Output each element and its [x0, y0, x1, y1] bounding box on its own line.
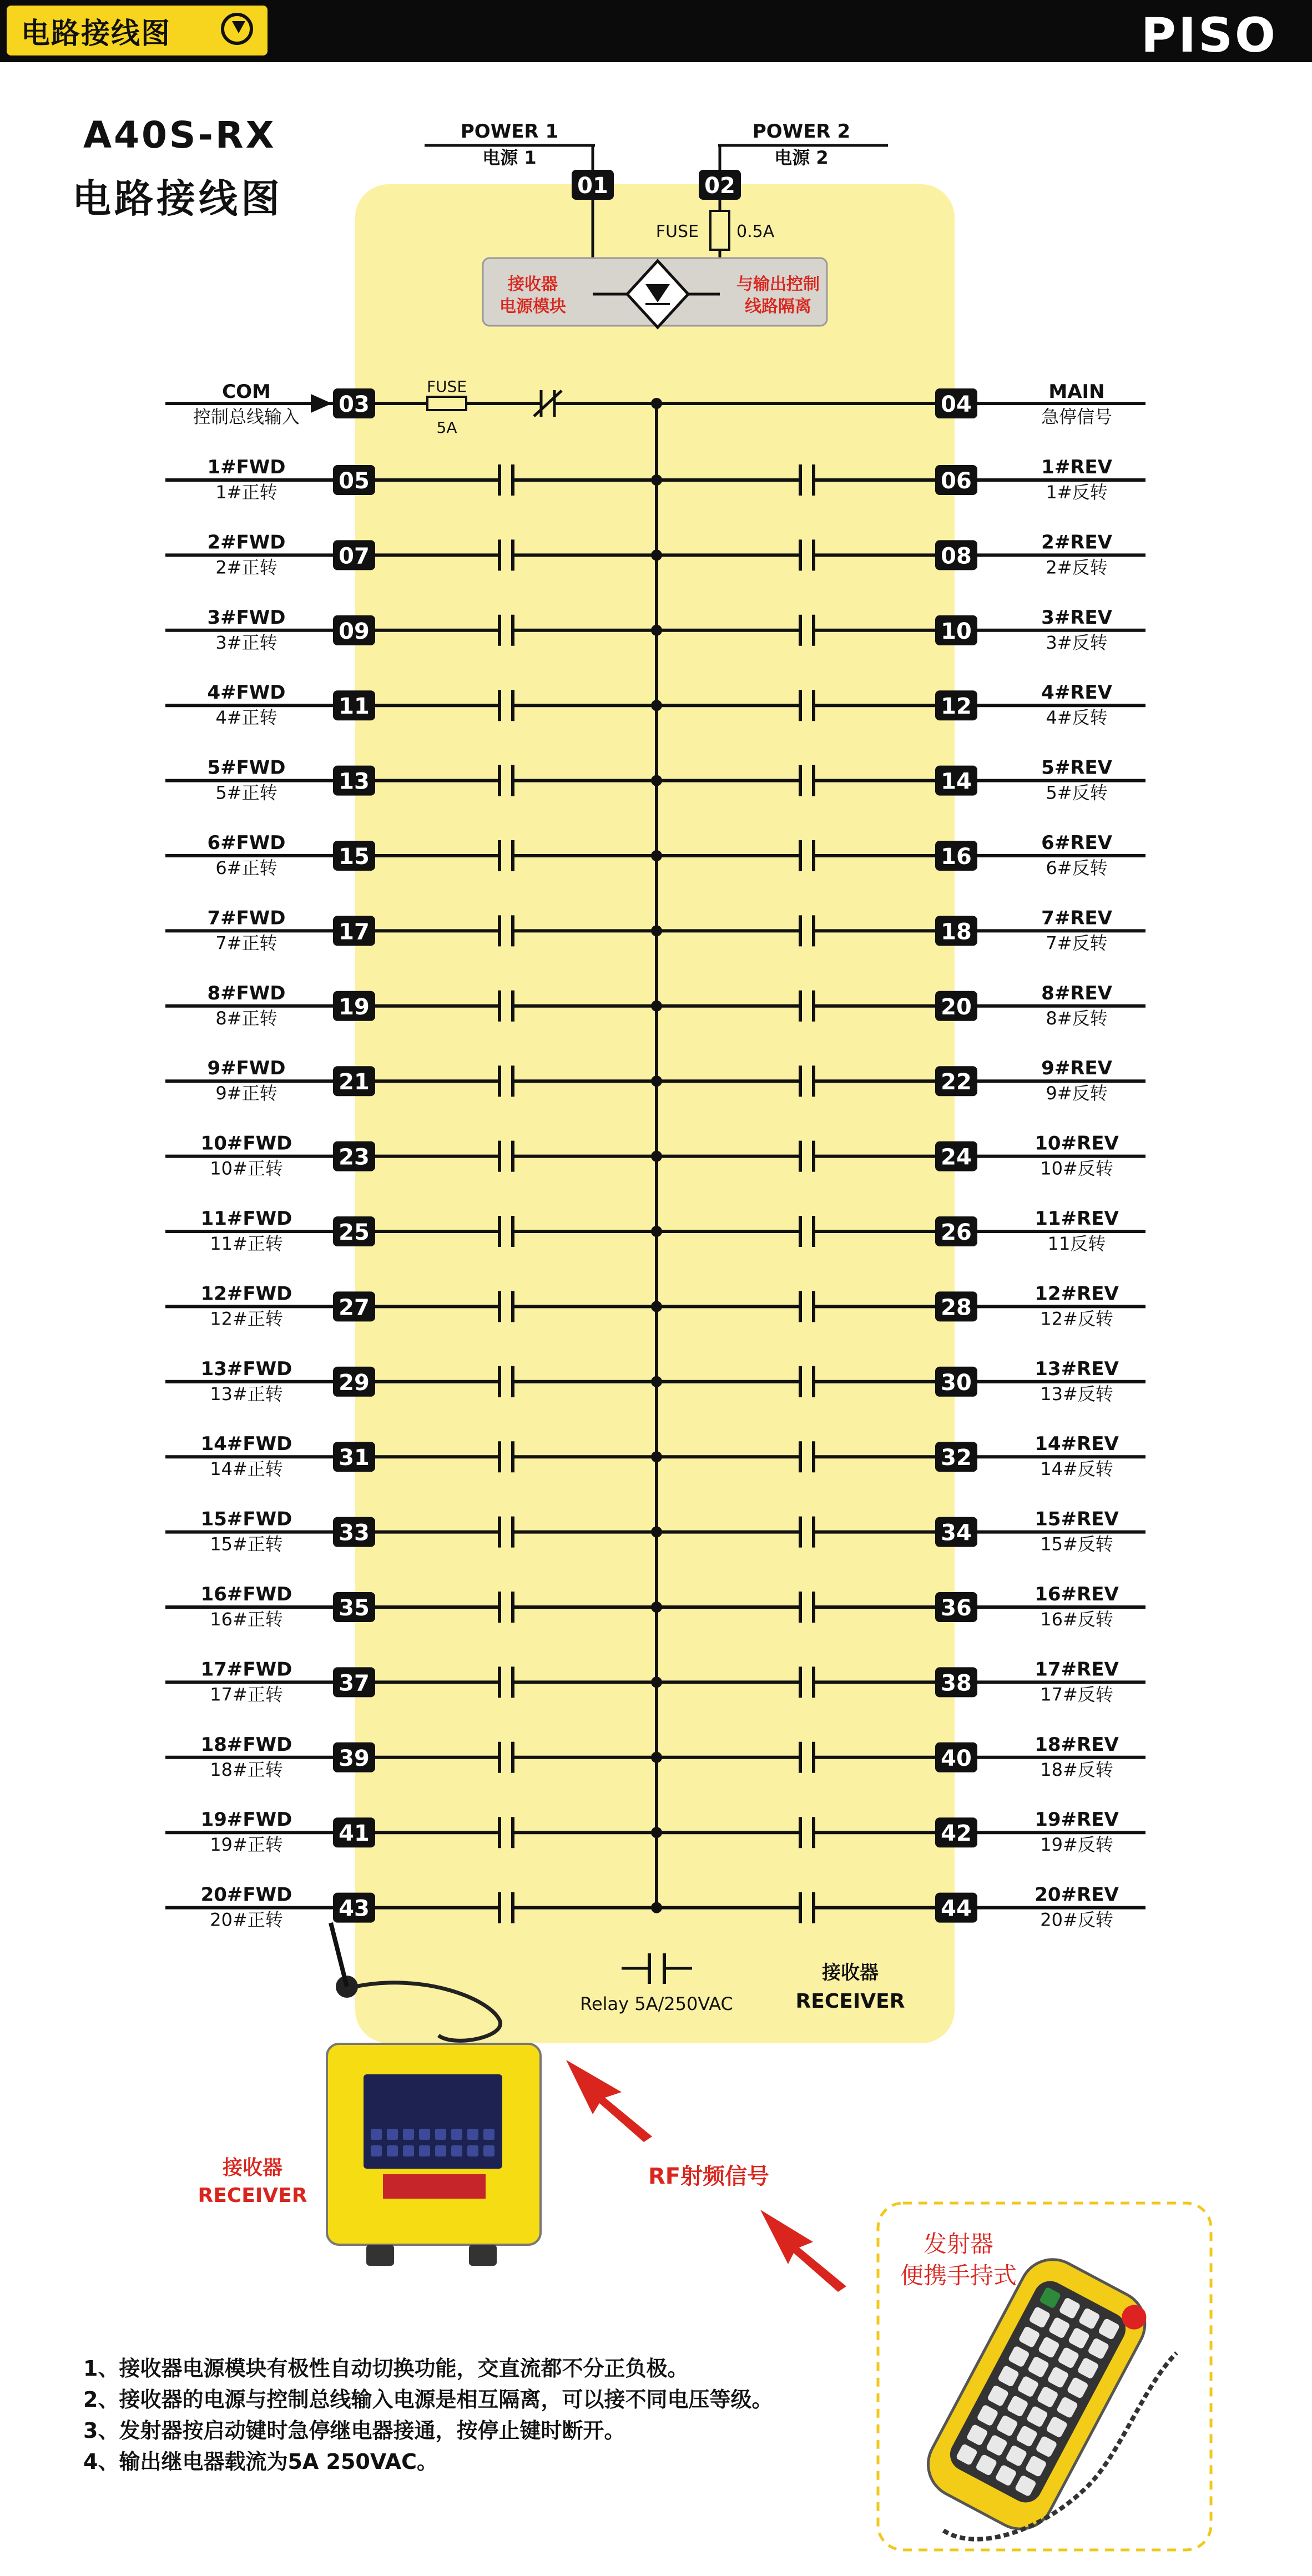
- rev-label-en-4: 4#REV: [1041, 681, 1112, 704]
- terminal-10: 10: [941, 618, 972, 644]
- fwd-label-cn-20: 20#正转: [210, 1909, 283, 1931]
- rev-label-cn-9: 9#反转: [1046, 1083, 1108, 1104]
- bus-node-20: [651, 1902, 662, 1913]
- com-arrow-icon: [311, 394, 332, 413]
- fwd-label-cn-18: 18#正转: [210, 1759, 283, 1780]
- module-text-right-1: 与输出控制: [736, 275, 820, 294]
- fuse-0.5a-rating: 0.5A: [736, 222, 775, 241]
- bus-node-1: [651, 474, 662, 486]
- fwd-label-en-5: 5#FWD: [207, 756, 286, 779]
- fwd-label-cn-13: 13#正转: [210, 1383, 283, 1405]
- fuse-5a-symbol: [427, 397, 466, 410]
- fwd-label-en-4: 4#FWD: [207, 681, 286, 704]
- rev-label-cn-14: 14#反转: [1040, 1458, 1113, 1480]
- fwd-label-cn-17: 17#正转: [210, 1684, 283, 1705]
- fwd-label-cn-10: 10#正转: [210, 1158, 283, 1179]
- bus-node-15: [651, 1527, 662, 1538]
- main-label-en: MAIN: [1048, 381, 1105, 403]
- bus-node-12: [651, 1301, 662, 1312]
- terminal-34: 34: [941, 1520, 972, 1546]
- receiver-panel-led: [419, 2145, 430, 2156]
- terminal-19: 19: [339, 994, 370, 1020]
- rev-label-cn-13: 13#反转: [1040, 1383, 1113, 1405]
- rev-label-en-10: 10#REV: [1035, 1132, 1119, 1155]
- rev-label-cn-10: 10#反转: [1040, 1158, 1113, 1179]
- terminal-01: 01: [577, 173, 608, 199]
- receiver-panel-led: [451, 2145, 462, 2156]
- fwd-label-en-16: 16#FWD: [200, 1583, 292, 1605]
- brand-logo: PISO: [1141, 8, 1278, 63]
- fwd-label-en-3: 3#FWD: [207, 606, 286, 629]
- rev-label-cn-5: 5#反转: [1046, 782, 1108, 804]
- receiver-panel-led: [387, 2129, 398, 2140]
- receiver-panel-led: [387, 2145, 398, 2156]
- terminal-15: 15: [339, 844, 370, 870]
- note-3: 3、发射器按启动键时急停继电器接通，按停止键时断开。: [83, 2418, 625, 2443]
- terminal-42: 42: [941, 1821, 972, 1847]
- bus-node-19: [651, 1827, 662, 1838]
- fwd-label-cn-15: 15#正转: [210, 1533, 283, 1555]
- receiver-device-sticker: [383, 2174, 486, 2199]
- note-1: 1、接收器电源模块有极性自动切换功能，交直流都不分正负极。: [83, 2356, 689, 2381]
- rev-label-en-16: 16#REV: [1035, 1583, 1119, 1605]
- rev-label-cn-1: 1#反转: [1046, 482, 1108, 503]
- fwd-label-en-10: 10#FWD: [200, 1132, 292, 1155]
- fuse-0.5a-label: FUSE: [655, 222, 699, 241]
- terminal-24: 24: [941, 1144, 972, 1170]
- fwd-label-en-6: 6#FWD: [207, 832, 286, 854]
- terminal-33: 33: [339, 1520, 370, 1546]
- fwd-label-en-11: 11#FWD: [200, 1208, 292, 1230]
- terminal-16: 16: [941, 844, 972, 870]
- terminal-43: 43: [339, 1896, 370, 1922]
- receiver-label-en: RECEIVER: [198, 2184, 307, 2207]
- bus-node-10: [651, 1151, 662, 1162]
- terminal-02: 02: [704, 173, 735, 199]
- terminal-08: 08: [941, 543, 972, 569]
- power1-label-en: POWER 1: [460, 120, 559, 143]
- receiver-panel-led: [403, 2145, 414, 2156]
- fuse-5a-label: FUSE: [426, 377, 467, 396]
- rev-label-en-6: 6#REV: [1041, 832, 1112, 854]
- fwd-label-cn-7: 7#正转: [215, 932, 277, 954]
- terminal-22: 22: [941, 1069, 972, 1095]
- power1-label-cn: 电源 1: [482, 147, 537, 168]
- terminal-36: 36: [941, 1595, 972, 1621]
- bus-node-7: [651, 925, 662, 936]
- receiver-panel-led: [467, 2129, 478, 2140]
- terminal-11: 11: [339, 694, 370, 720]
- bus-node-16: [651, 1602, 662, 1613]
- terminal-44: 44: [941, 1896, 972, 1922]
- fwd-label-en-14: 14#FWD: [200, 1433, 292, 1456]
- rev-label-cn-17: 17#反转: [1040, 1684, 1113, 1705]
- transmitter-label-2: 便携手持式: [900, 2262, 1017, 2289]
- bus-node-9: [651, 1075, 662, 1087]
- bus-node-11: [651, 1226, 662, 1237]
- fwd-label-cn-3: 3#正转: [215, 632, 277, 653]
- model-name: A40S-RX: [83, 114, 276, 156]
- receiver-label-cn: 接收器: [222, 2156, 283, 2179]
- bus-node-3: [651, 625, 662, 636]
- rev-label-cn-6: 6#反转: [1046, 857, 1108, 878]
- bus-node-5: [651, 775, 662, 786]
- terminal-31: 31: [339, 1445, 370, 1471]
- legend-relay-label: Relay 5A/250VAC: [580, 1993, 733, 2014]
- note-4: 4、输出继电器载流为5A 250VAC。: [83, 2449, 438, 2474]
- rev-label-cn-16: 16#反转: [1040, 1609, 1113, 1630]
- rev-label-en-7: 7#REV: [1041, 907, 1112, 930]
- com-label-en: COM: [222, 381, 271, 403]
- rev-label-cn-15: 15#反转: [1040, 1533, 1113, 1555]
- legend-receiver-en: RECEIVER: [795, 1990, 905, 2013]
- terminal-21: 21: [339, 1069, 370, 1095]
- diagram-title: 电路接线图: [72, 176, 283, 221]
- fwd-label-cn-11: 11#正转: [210, 1233, 283, 1254]
- fwd-label-en-15: 15#FWD: [200, 1508, 292, 1531]
- fwd-label-en-2: 2#FWD: [207, 531, 286, 554]
- receiver-panel-led: [451, 2129, 462, 2140]
- bus-node-com: [651, 398, 662, 409]
- fwd-label-cn-14: 14#正转: [210, 1458, 283, 1480]
- fwd-label-cn-8: 8#正转: [215, 1007, 277, 1029]
- fwd-label-en-20: 20#FWD: [200, 1883, 292, 1906]
- receiver-gland-right: [469, 2245, 497, 2266]
- rev-label-en-20: 20#REV: [1035, 1883, 1119, 1906]
- rev-label-en-19: 19#REV: [1035, 1809, 1119, 1831]
- rev-label-cn-18: 18#反转: [1040, 1759, 1113, 1780]
- power2-label-cn: 电源 2: [774, 147, 829, 168]
- rev-label-cn-19: 19#反转: [1040, 1834, 1113, 1856]
- receiver-panel-led: [435, 2145, 446, 2156]
- legend-receiver-cn: 接收器: [822, 1962, 879, 1984]
- fwd-label-cn-16: 16#正转: [210, 1609, 283, 1630]
- rev-label-cn-20: 20#反转: [1040, 1909, 1113, 1931]
- main-label-cn: 急停信号: [1041, 406, 1113, 427]
- fwd-label-en-12: 12#FWD: [200, 1282, 292, 1305]
- receiver-panel-led: [435, 2129, 446, 2140]
- terminal-07: 07: [339, 543, 370, 569]
- terminal-23: 23: [339, 1144, 370, 1170]
- fwd-label-cn-1: 1#正转: [215, 482, 277, 503]
- transmitter-device: [916, 2248, 1157, 2541]
- receiver-panel-led: [403, 2129, 414, 2140]
- terminal-18: 18: [941, 919, 972, 945]
- terminal-35: 35: [339, 1595, 370, 1621]
- bus-node-2: [651, 549, 662, 560]
- bus-node-8: [651, 1001, 662, 1012]
- terminal-09: 09: [339, 618, 370, 644]
- terminal-28: 28: [941, 1295, 972, 1321]
- terminal-20: 20: [941, 994, 972, 1020]
- fuse-0.5a-symbol: [710, 211, 729, 250]
- fwd-label-cn-9: 9#正转: [215, 1083, 277, 1104]
- note-2: 2、接收器的电源与控制总线输入电源是相互隔离，可以接不同电压等级。: [83, 2387, 773, 2412]
- fwd-label-cn-5: 5#正转: [215, 782, 277, 804]
- badge-label: 电路接线图: [21, 17, 171, 50]
- rev-label-en-14: 14#REV: [1035, 1433, 1119, 1456]
- rev-label-en-15: 15#REV: [1035, 1508, 1119, 1531]
- rev-label-en-8: 8#REV: [1041, 982, 1112, 1004]
- terminal-32: 32: [941, 1445, 972, 1471]
- receiver-panel-led: [419, 2129, 430, 2140]
- rf-arrow-lower-icon: [760, 2210, 846, 2292]
- fwd-label-en-7: 7#FWD: [207, 907, 286, 930]
- fwd-label-cn-2: 2#正转: [215, 557, 277, 578]
- receiver-panel-led: [467, 2145, 478, 2156]
- fwd-label-cn-19: 19#正转: [210, 1834, 283, 1856]
- rev-label-cn-2: 2#反转: [1046, 557, 1108, 578]
- rev-label-en-1: 1#REV: [1041, 456, 1112, 478]
- power2-label-en: POWER 2: [752, 120, 851, 143]
- rev-label-cn-11: 11反转: [1047, 1233, 1106, 1254]
- receiver-panel-led: [371, 2145, 382, 2156]
- rev-label-en-5: 5#REV: [1041, 756, 1112, 779]
- module-text-left-2: 电源模块: [499, 297, 566, 316]
- antenna-rod-icon: [331, 1923, 347, 1987]
- com-label-cn: 控制总线输入: [193, 406, 300, 427]
- bus-node-13: [651, 1376, 662, 1387]
- rev-label-en-13: 13#REV: [1035, 1357, 1119, 1380]
- terminal-13: 13: [339, 769, 370, 795]
- fwd-label-cn-4: 4#正转: [215, 707, 277, 729]
- module-text-left-1: 接收器: [508, 275, 558, 294]
- receiver-device-panel: [364, 2074, 502, 2169]
- rev-label-en-12: 12#REV: [1035, 1282, 1119, 1305]
- receiver-gland-left: [366, 2245, 394, 2266]
- fwd-label-en-19: 19#FWD: [200, 1809, 292, 1831]
- terminal-04: 04: [941, 392, 972, 417]
- terminal-38: 38: [941, 1670, 972, 1696]
- fwd-label-cn-12: 12#正转: [210, 1308, 283, 1330]
- fwd-label-cn-6: 6#正转: [215, 857, 277, 878]
- bus-node-14: [651, 1451, 662, 1462]
- rf-signal-label: RF射频信号: [648, 2164, 770, 2189]
- terminal-26: 26: [941, 1220, 972, 1245]
- fuse-5a-rating: 5A: [436, 418, 457, 437]
- fwd-label-en-1: 1#FWD: [207, 456, 286, 478]
- rev-label-cn-8: 8#反转: [1046, 1007, 1108, 1029]
- terminal-17: 17: [339, 919, 370, 945]
- bus-node-18: [651, 1752, 662, 1763]
- terminal-37: 37: [339, 1670, 370, 1696]
- terminal-29: 29: [339, 1370, 370, 1396]
- terminal-03: 03: [339, 392, 370, 417]
- terminal-25: 25: [339, 1220, 370, 1245]
- rev-label-en-17: 17#REV: [1035, 1658, 1119, 1681]
- receiver-panel-led: [483, 2145, 494, 2156]
- transmitter-label-1: 发射器: [923, 2230, 994, 2257]
- rev-label-cn-4: 4#反转: [1046, 707, 1108, 729]
- rev-label-en-2: 2#REV: [1041, 531, 1112, 554]
- terminal-39: 39: [339, 1745, 370, 1771]
- rev-label-en-11: 11#REV: [1035, 1208, 1119, 1230]
- fwd-label-en-17: 17#FWD: [200, 1658, 292, 1681]
- terminal-40: 40: [941, 1745, 972, 1771]
- rev-label-en-9: 9#REV: [1041, 1057, 1112, 1080]
- rev-label-cn-7: 7#反转: [1046, 932, 1108, 954]
- module-text-right-2: 线路隔离: [745, 297, 811, 316]
- terminal-14: 14: [941, 769, 972, 795]
- rev-label-en-3: 3#REV: [1041, 606, 1112, 629]
- terminal-06: 06: [941, 468, 972, 494]
- terminal-41: 41: [339, 1821, 370, 1847]
- terminal-12: 12: [941, 694, 972, 720]
- fwd-label-en-18: 18#FWD: [200, 1733, 292, 1756]
- bus-node-4: [651, 700, 662, 711]
- rev-label-en-18: 18#REV: [1035, 1733, 1119, 1756]
- terminal-30: 30: [941, 1370, 972, 1396]
- receiver-panel-led: [371, 2129, 382, 2140]
- fwd-label-en-9: 9#FWD: [207, 1057, 286, 1080]
- fwd-label-en-13: 13#FWD: [200, 1357, 292, 1380]
- fwd-label-en-8: 8#FWD: [207, 982, 286, 1004]
- receiver-panel-led: [483, 2129, 494, 2140]
- notes: [83, 2353, 773, 2477]
- rev-label-cn-12: 12#反转: [1040, 1308, 1113, 1330]
- rev-label-cn-3: 3#反转: [1046, 632, 1108, 653]
- rf-arrow-upper-icon: [566, 2060, 652, 2142]
- bus-node-17: [651, 1676, 662, 1688]
- terminal-05: 05: [339, 468, 370, 494]
- bus-node-6: [651, 850, 662, 861]
- terminal-27: 27: [339, 1295, 370, 1321]
